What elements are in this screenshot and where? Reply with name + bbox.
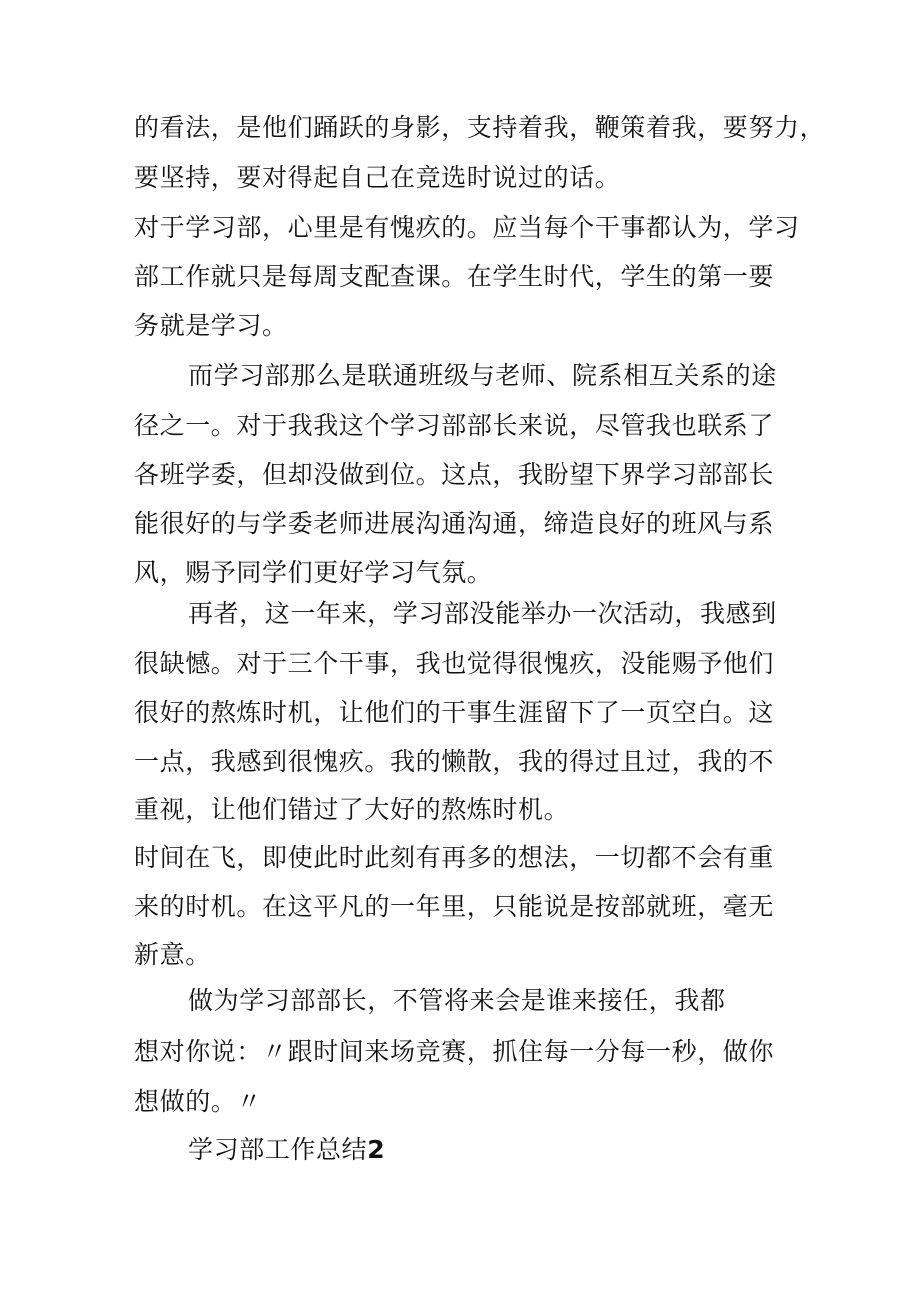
text-line: 的看法，是他们踊跃的身影，支持着我，鞭策着我，要努力， xyxy=(134,113,826,142)
text-line: 各班学委，但却没做到位。这点，我盼望下界学习部部长 xyxy=(134,460,775,489)
heading-number: 2 xyxy=(367,1135,386,1164)
text-line: 一点，我感到很愧疚。我的懒散，我的得过且过，我的不 xyxy=(134,747,775,776)
text-line: 部工作就只是每周支配查课。在学生时代，学生的第一要 xyxy=(134,262,775,291)
text-line: 能很好的与学委老师进展沟通沟通，缔造良好的班风与系 xyxy=(134,509,775,538)
heading-text: 学习部工作总结 xyxy=(188,1135,368,1164)
text-line: 要坚持，要对得起自己在竞选时说过的话。 xyxy=(134,163,621,192)
text-line: 很缺憾。对于三个干事，我也觉得很愧疚，没能赐予他们 xyxy=(134,649,775,678)
text-line: 风，赐予同学们更好学习气氛。 xyxy=(134,558,493,587)
text-line: 时间在飞，即使此时此刻有再多的想法，一切都不会有重 xyxy=(134,843,775,872)
section-heading xyxy=(188,1135,385,1165)
text-line: 想做的。〃 xyxy=(134,1087,263,1116)
text-line: 再者，这一年来，学习部没能举办一次活动，我感到 xyxy=(188,599,777,628)
text-line: 想对你说：〃跟时间来场竞赛，抓住每一分每一秒，做你 xyxy=(134,1037,775,1066)
text-line: 而学习部那么是联通班级与老师、院系相互关系的途 xyxy=(188,361,777,390)
text-line: 务就是学习。 xyxy=(134,311,288,340)
text-line: 径之一。对于我我这个学习部部长来说，尽管我也联系了 xyxy=(134,411,775,440)
text-line: 来的时机。在这平凡的一年里，只能说是按部就班，毫无 xyxy=(134,892,775,921)
text-line: 重视，让他们错过了大好的熬炼时机。 xyxy=(134,795,570,824)
text-line: 很好的熬炼时机，让他们的干事生涯留下了一页空白。这 xyxy=(134,698,775,727)
text-line: 新意。 xyxy=(134,940,211,969)
text-line: 对于学习部，心里是有愧疚的。应当每个干事都认为，学习 xyxy=(134,213,800,242)
text-line: 做为学习部部长，不管将来会是谁来接任，我都 xyxy=(188,986,726,1015)
